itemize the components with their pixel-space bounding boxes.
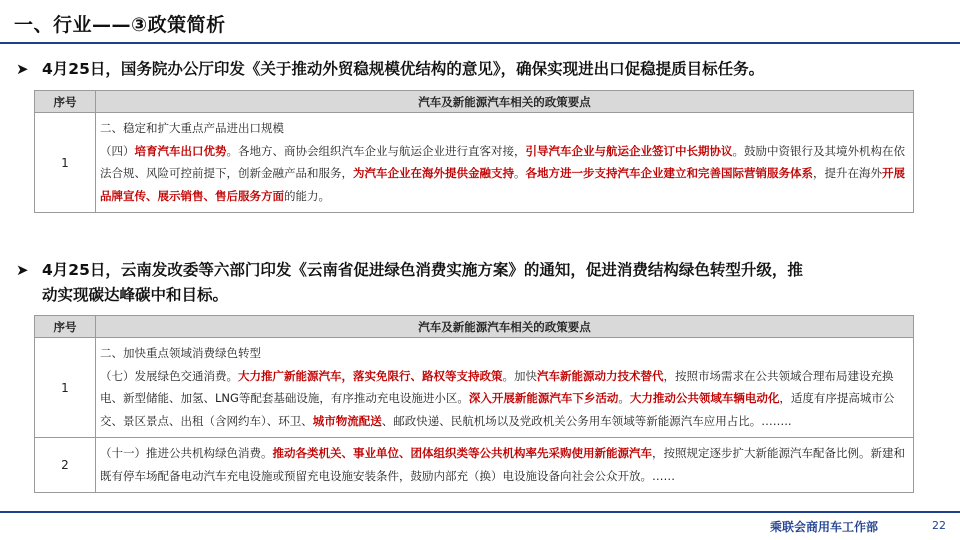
row-heading: 二、加快重点领域消费绿色转型 bbox=[100, 346, 261, 360]
policy-text: 、邮政快递、民航机场以及党政机关公务用车领域等新能源汽车应用占比。…….. bbox=[381, 413, 792, 428]
policy-text: ，提升在海外 bbox=[813, 166, 882, 180]
highlighted-policy-text: 大力推广新能源汽车，落实免限行、路权等支持政策 bbox=[238, 368, 503, 383]
title-divider bbox=[0, 42, 960, 44]
policy-text: 。各地方、商协会组织汽车企业与航运企业进行直客对接， bbox=[226, 143, 526, 158]
section2-bullet-line1: 4月25日，云南发改委等六部门印发《云南省促进绿色消费实施方案》的通知，促进消费结构绿色转型升级，推 bbox=[42, 261, 803, 279]
policy-text: 。 bbox=[514, 166, 526, 180]
table-row bbox=[35, 113, 914, 213]
policy-text: （十一）推进公共机构绿色消费。 bbox=[100, 446, 273, 460]
arrow-bullet-icon: ➤ bbox=[16, 261, 29, 279]
highlighted-policy-text: 大力推动公共领域车辆电动化 bbox=[629, 391, 780, 405]
section2-policy-table bbox=[34, 315, 914, 493]
footer-divider bbox=[0, 511, 960, 513]
row-index: 1 bbox=[35, 113, 96, 213]
page-number: 22 bbox=[932, 519, 946, 532]
header-index: 序号 bbox=[35, 91, 96, 113]
row-body bbox=[100, 442, 909, 487]
row-index: 1 bbox=[35, 338, 96, 438]
header-policy-points: 汽车及新能源汽车相关的政策要点 bbox=[96, 316, 914, 338]
row-content bbox=[96, 338, 914, 438]
policy-text: （七）发展绿色交通消费。 bbox=[100, 368, 238, 383]
highlighted-policy-text: 为汽车企业在海外提供金融支持 bbox=[353, 166, 514, 180]
highlighted-policy-text: 推动各类机关、事业单位、团体组织类等公共机构率先采购使用新能源汽车 bbox=[272, 446, 652, 460]
header-policy-points: 汽车及新能源汽车相关的政策要点 bbox=[96, 91, 914, 113]
table-row bbox=[35, 338, 914, 438]
arrow-bullet-icon: ➤ bbox=[16, 60, 29, 78]
policy-text: 。 bbox=[618, 391, 630, 405]
footer-organization: 乘联会商用车工作部 bbox=[770, 520, 879, 534]
table-header-row bbox=[35, 91, 914, 113]
row-content bbox=[96, 438, 914, 493]
row-content bbox=[96, 113, 914, 213]
section1-policy-table bbox=[34, 90, 914, 213]
highlighted-policy-text: 城市物流配送 bbox=[312, 413, 382, 428]
policy-text: 的能力。 bbox=[284, 188, 330, 203]
row-body bbox=[100, 365, 909, 433]
table-row bbox=[35, 438, 914, 493]
policy-text: （四） bbox=[100, 143, 135, 158]
section1-bullet bbox=[16, 57, 764, 82]
highlighted-policy-text: 培育汽车出口优势 bbox=[134, 143, 227, 158]
section1-bullet-text: 4月25日，国务院办公厅印发《关于推动外贸稳规模优结构的意见》，确保实现进出口促稳提质目标任务。 bbox=[42, 60, 765, 78]
section2-bullet bbox=[16, 258, 936, 308]
slide-title: 一、行业——③政策简析 bbox=[14, 14, 226, 36]
highlighted-policy-text: 汽车新能源动力技术替代 bbox=[537, 368, 664, 383]
policy-text: ，按照市场需求在公共领域合理布局建设充换电、新型储能、加氢、LNG等配套基础设施，有序推动充电设施进小区。 bbox=[100, 368, 894, 405]
highlighted-policy-text: 引导汽车企业与航运企业签订中长期协议 bbox=[525, 143, 733, 158]
table-header-row bbox=[35, 316, 914, 338]
policy-text: ，适度有序提高城市公交、景区景点、出租（含网约车）、环卫、 bbox=[100, 391, 895, 428]
policy-text: 。鼓励中资银行及其境外机构在依法合规、风险可控前提下，创新金融产品和服务， bbox=[100, 143, 905, 180]
highlighted-policy-text: 深入开展新能源汽车下乡活动 bbox=[468, 391, 619, 405]
policy-text: ，按照规定逐步扩大新能源汽车配备比例。新建和既有停车场配备电动汽车充电设施或预留充电设施安装条件，鼓励内部充（换）电设施设备向社会公众开放。…… bbox=[100, 446, 905, 483]
highlighted-policy-text: 各地方进一步支持汽车企业建立和完善国际营销服务体系 bbox=[525, 166, 813, 180]
row-heading: 二、稳定和扩大重点产品进出口规模 bbox=[100, 121, 284, 135]
header-index: 序号 bbox=[35, 316, 96, 338]
row-body bbox=[100, 140, 909, 208]
row-index: 2 bbox=[35, 438, 96, 493]
section2-bullet-line2: 动实现碳达峰碳中和目标。 bbox=[42, 286, 229, 304]
highlighted-policy-text: 开展品牌宣传、展示销售、售后服务方面 bbox=[100, 166, 905, 203]
policy-text: 。加快 bbox=[502, 368, 537, 383]
